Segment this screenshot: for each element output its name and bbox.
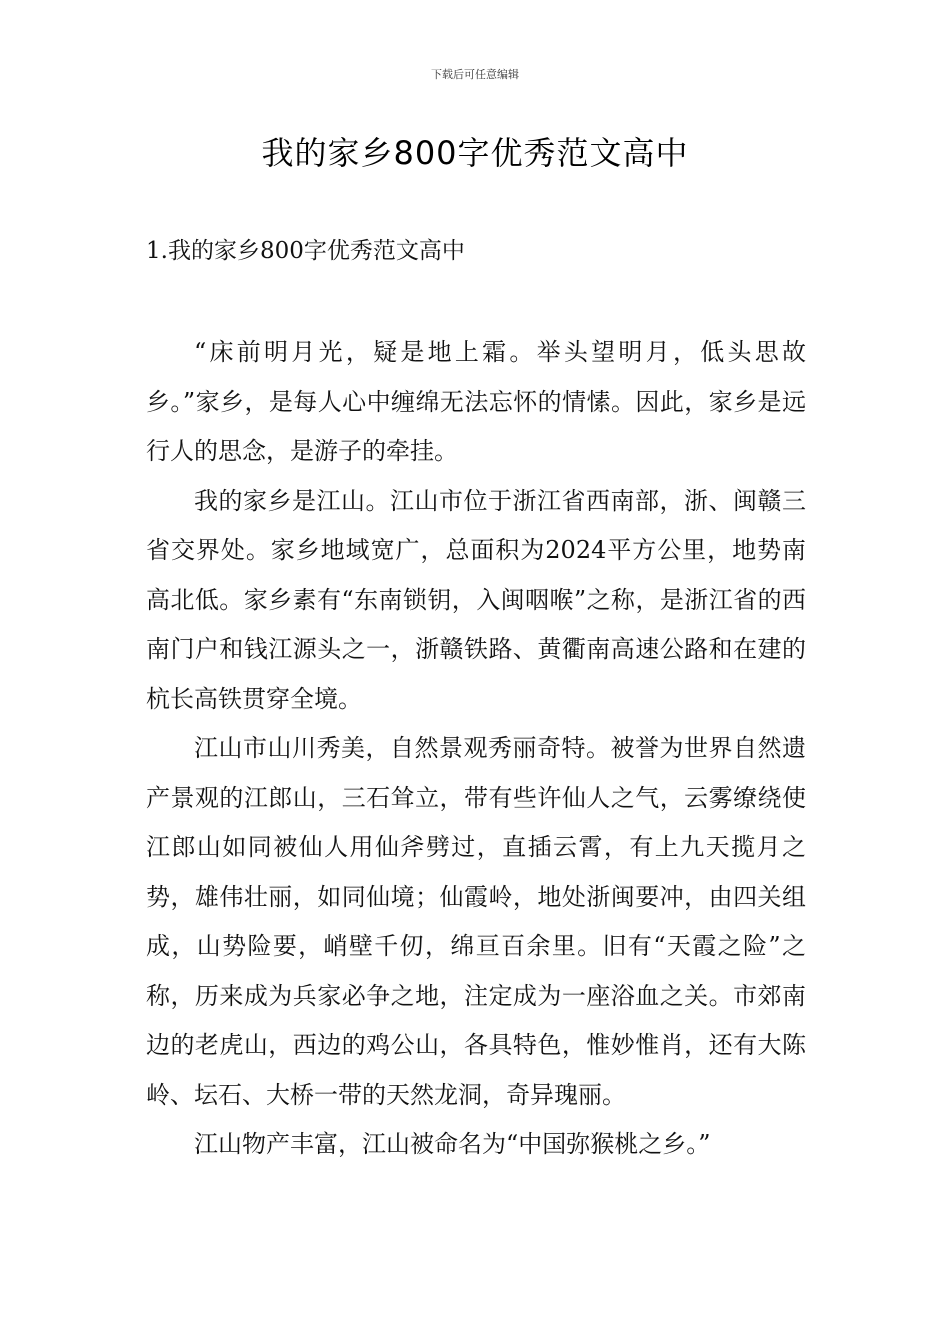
section-heading: 1.我的家乡800字优秀范文高中 (146, 238, 465, 264)
paragraph-4: 江山物产丰富，江山被命名为“中国弥猴桃之乡。” (194, 1130, 711, 1158)
document-title: 我的家乡800字优秀范文高中 (261, 134, 689, 172)
paragraph-3: 江山市山川秀美，自然景观秀丽奇特。被誉为世界自然遗产景观的江郎山，三石耸立，带有些许仙人之气，云雾缭绕使江郎山如同被仙人用仙斧劈过，直插云霄，有上九天揽月之势，雄伟壮丽，如同仙境；仙霞岭，地处浙闽要冲，由四关组成，山势险要，峭壁千仞，绵亘百余里。旧有“天霞之险”之称，历来成为兵家必争之地，注定成为一座浴血之关。市郊南边的老虎山，西边的鸡公山，各具特色，惟妙惟肖，还有大陈岭、坛石、大桥一带的天然龙洞，奇异瑰丽。 (146, 734, 806, 1109)
header-note: 下载后可任意编辑 (431, 68, 519, 81)
paragraph-1: “床前明月光，疑是地上霜。举头望明月，低头思故乡。”家乡，是每人心中缠绵无法忘怀的情愫。因此，家乡是远行人的思念，是游子的牵挂。 (146, 338, 806, 465)
paragraph-2: 我的家乡是江山。江山市位于浙江省西南部，浙、闽赣三省交界处。家乡地域宽广，总面积为2024平方公里，地势南高北低。家乡素有“东南锁钥，入闽咽喉”之称，是浙江省的西南门户和钱江源头之一，浙赣铁路、黄衢南高速公路和在建的杭长高铁贯穿全境。 (146, 486, 806, 713)
document-body (146, 328, 806, 1170)
